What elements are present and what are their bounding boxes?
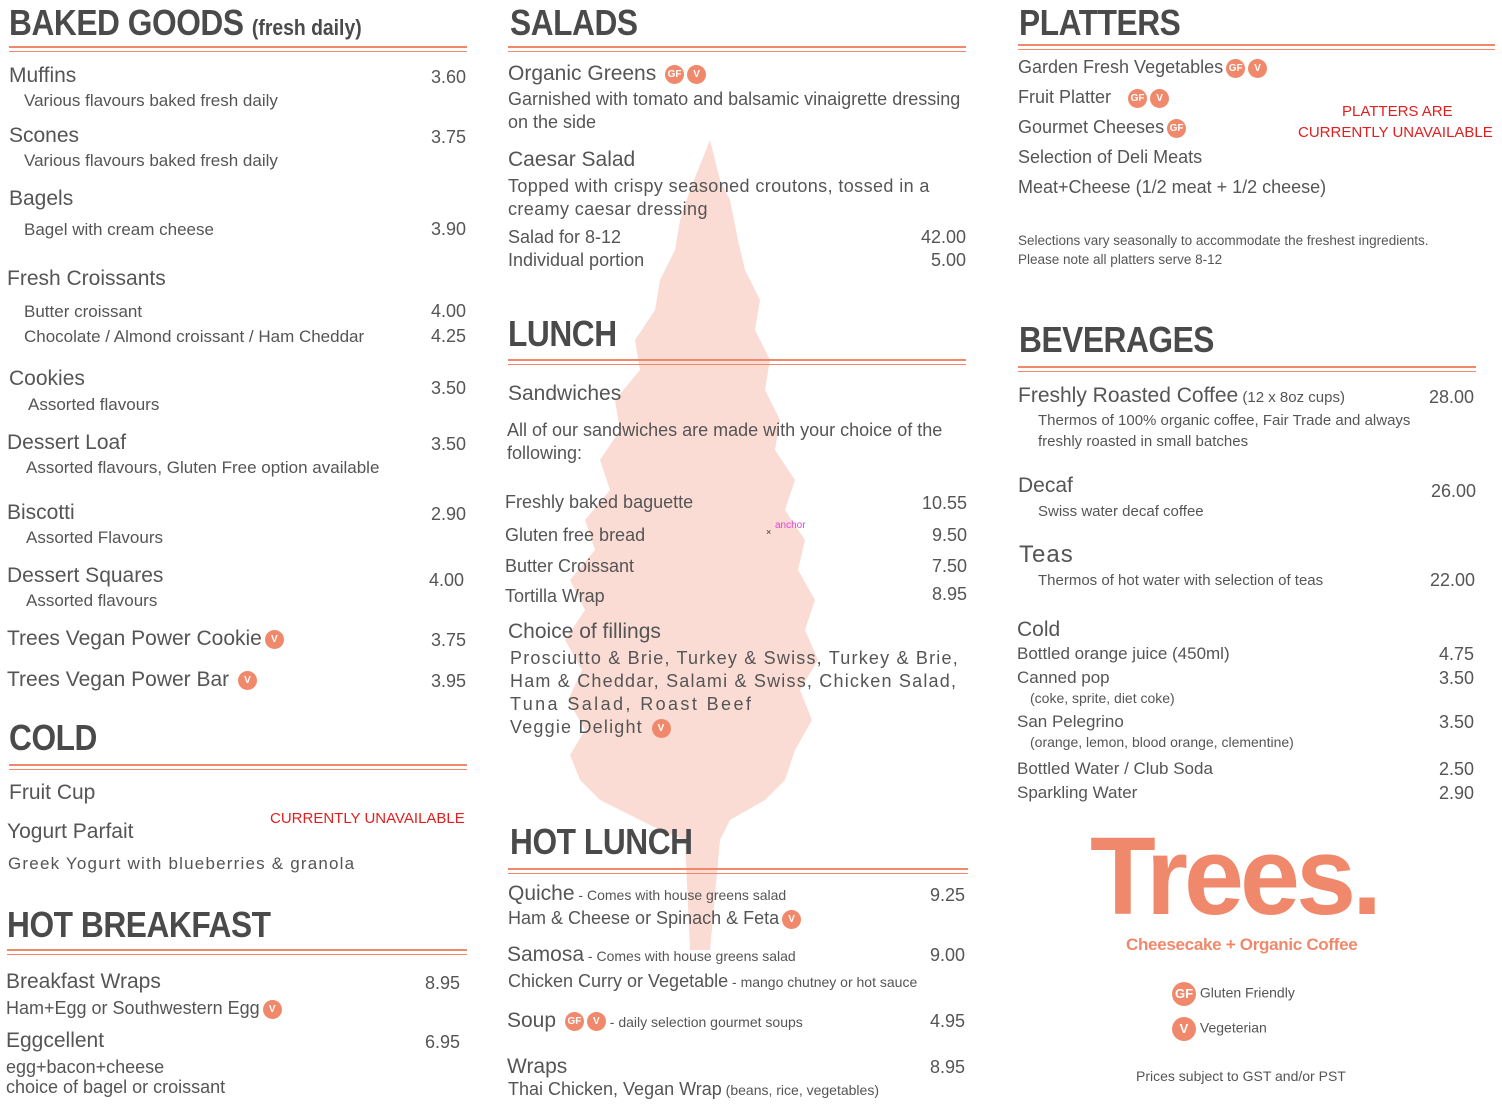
hot-breakfast-heading: HOT BREAKFAST — [7, 904, 271, 945]
gluten-friendly-icon: GF — [565, 1012, 584, 1031]
sparkling-water-price: 2.90 — [1438, 783, 1474, 803]
muffins-price: 3.60 — [430, 67, 466, 87]
gluten-friendly-icon: GF — [1167, 119, 1186, 138]
decaf-item: Decaf — [1018, 474, 1073, 497]
orange-juice-item: Bottled orange juice (450ml) — [1017, 644, 1230, 663]
breakfast-wraps-desc: Ham+Egg or Southwestern Egg V — [6, 998, 282, 1019]
vegetarian-icon: V — [265, 630, 284, 649]
cold-heading: COLD — [9, 717, 97, 758]
teas-price: 22.00 — [1429, 570, 1475, 590]
platters-unavailable-1: PLATTERS ARE — [1342, 103, 1453, 120]
legend-vegetarian: V Vegeterian — [1172, 1017, 1267, 1041]
bagels-desc: Bagel with cream cheese — [24, 220, 214, 239]
butter-croissant: Butter croissant — [24, 302, 143, 321]
eggcellent-desc-2: choice of bagel or croissant — [6, 1077, 226, 1097]
hot-breakfast-rule — [7, 949, 467, 955]
muffins-item: Muffins — [9, 64, 77, 87]
vegetarian-icon: V — [587, 1012, 606, 1031]
wraps-price: 8.95 — [929, 1057, 965, 1077]
cold-unavailable-notice: CURRENTLY UNAVAILABLE — [270, 810, 465, 827]
salad-8-12: Salad for 8-12 — [508, 227, 622, 247]
fillings-line-3: Tuna Salad, Roast Beef — [510, 694, 754, 714]
teas-desc: Thermos of hot water with selection of teas — [1038, 572, 1324, 589]
caesar-desc-2: creamy caesar dressing — [508, 199, 708, 219]
baked-rule — [9, 46, 467, 52]
gluten-free-bread-price: 9.50 — [931, 525, 967, 545]
eggcellent-price: 6.95 — [424, 1032, 460, 1052]
breakfast-wraps-price: 8.95 — [424, 973, 460, 993]
legend-gluten-friendly: GF Gluten Friendly — [1172, 982, 1295, 1006]
croissants-item: Fresh Croissants — [7, 267, 166, 290]
salads-rule — [508, 46, 966, 52]
salads-heading: SALADS — [510, 2, 638, 43]
bottled-water-item: Bottled Water / Club Soda — [1017, 759, 1213, 778]
squares-price: 4.00 — [428, 570, 464, 590]
organic-greens-item: Organic Greens GF V — [508, 62, 706, 86]
greens-desc-2: on the side — [508, 112, 597, 132]
quiche-item: Quiche - Comes with house greens salad — [508, 882, 787, 905]
yogurt-parfait-item: Yogurt Parfait — [7, 820, 134, 843]
individual-portion-price: 5.00 — [930, 250, 966, 270]
vegetarian-icon: V — [238, 671, 257, 690]
teas-item: Teas — [1019, 541, 1074, 568]
coffee-item: Freshly Roasted Coffee (12 x 8oz cups) — [1018, 384, 1345, 407]
meat-cheese-platter: Meat+Cheese (1/2 meat + 1/2 cheese) — [1018, 177, 1327, 197]
platters-unavailable-2: CURRENTLY UNAVAILABLE — [1298, 124, 1493, 141]
trees-logo: Trees. — [1090, 815, 1379, 938]
sandwich-intro-2: following: — [507, 443, 583, 463]
scones-price: 3.75 — [430, 127, 466, 147]
eggcellent-desc-1: egg+bacon+cheese — [6, 1057, 165, 1077]
bagels-price: 3.90 — [430, 219, 466, 239]
fillings-line-1: Prosciutto & Brie, Turkey & Swiss, Turkey & Brie, — [510, 648, 959, 668]
vegan-bar-price: 3.95 — [430, 671, 466, 691]
fruit-platter: Fruit Platter GF V — [1018, 87, 1169, 108]
samosa-item: Samosa - Comes with house greens salad — [507, 943, 796, 966]
platters-heading: PLATTERS — [1019, 2, 1181, 43]
caesar-desc-1: Topped with crispy seasoned croutons, tossed in a — [508, 176, 930, 196]
decaf-desc: Swiss water decaf coffee — [1038, 503, 1204, 520]
gluten-friendly-icon: GF — [1128, 89, 1147, 108]
caesar-salad-item: Caesar Salad — [508, 148, 636, 171]
vegan-cookie-item: Trees Vegan Power Cookie V — [7, 627, 284, 651]
beverages-heading: BEVERAGES — [1019, 319, 1214, 360]
loaf-item: Dessert Loaf — [7, 431, 127, 454]
pelegrino-item: San Pelegrino — [1017, 712, 1124, 731]
vegetarian-icon: V — [263, 1000, 282, 1019]
biscotti-item: Biscotti — [7, 501, 75, 524]
fillings-heading: Choice of fillings — [508, 620, 661, 643]
coffee-desc-1: Thermos of 100% organic coffee, Fair Trade and always — [1038, 412, 1411, 429]
butter-croissant-bread-item: Butter Croissant — [505, 556, 635, 576]
biscotti-price: 2.90 — [430, 504, 466, 524]
baked-goods-heading: BAKED GOODS (fresh daily) — [9, 2, 362, 43]
vegan-cookie-price: 3.75 — [430, 630, 466, 650]
lunch-rule — [508, 359, 966, 365]
sandwiches-item: Sandwiches — [508, 382, 622, 405]
canned-pop-item: Canned pop — [1017, 668, 1110, 687]
orange-juice-price: 4.75 — [1438, 644, 1474, 664]
butter-croissant-price: 4.00 — [430, 301, 466, 321]
beverages-rule — [1018, 366, 1476, 372]
individual-portion: Individual portion — [508, 250, 645, 270]
pelegrino-price: 3.50 — [1438, 712, 1474, 732]
cold-rule — [9, 764, 467, 770]
decaf-price: 26.00 — [1430, 481, 1476, 501]
vegetarian-icon: V — [652, 719, 671, 738]
scones-item: Scones — [9, 124, 80, 147]
vegetarian-icon: V — [687, 65, 706, 84]
brand-tagline: Cheesecake + Organic Coffee — [1126, 935, 1358, 954]
squares-desc: Assorted flavours — [26, 591, 158, 610]
sparkling-water-item: Sparkling Water — [1017, 783, 1138, 802]
fruit-cup-item: Fruit Cup — [9, 781, 96, 804]
cold-drinks-heading: Cold — [1017, 618, 1061, 641]
cookies-desc: Assorted flavours — [28, 395, 160, 414]
hot-lunch-rule — [508, 868, 968, 874]
platters-rule — [1018, 44, 1495, 50]
canned-pop-price: 3.50 — [1438, 668, 1474, 688]
samosa-desc: Chicken Curry or Vegetable - mango chutney or hot sauce — [508, 971, 918, 991]
coffee-desc-2: freshly roasted in small batches — [1038, 433, 1249, 450]
bagels-item: Bagels — [9, 187, 74, 210]
salad-8-12-price: 42.00 — [920, 227, 966, 247]
vegetarian-icon: V — [782, 910, 801, 929]
biscotti-desc: Assorted Flavours — [26, 528, 163, 547]
greens-desc-1: Garnished with tomato and balsamic vinaigrette dressing — [508, 89, 961, 109]
lunch-heading: LUNCH — [508, 313, 617, 354]
cookies-item: Cookies — [9, 367, 85, 390]
quiche-desc: Ham & Cheese or Spinach & Feta V — [508, 908, 801, 929]
gluten-free-bread-item: Gluten free bread — [505, 525, 646, 545]
deli-platter: Selection of Deli Meats — [1018, 147, 1203, 167]
fillings-line-2: Ham & Cheddar, Salami & Swiss, Chicken Salad, — [510, 671, 958, 691]
choc-croissant: Chocolate / Almond croissant / Ham Cheddar — [24, 327, 365, 346]
breakfast-wraps-item: Breakfast Wraps — [6, 970, 161, 993]
anchor-marker: × — [766, 527, 772, 537]
gluten-friendly-icon: GF — [665, 65, 684, 84]
cheese-platter: Gourmet Cheeses GF — [1018, 117, 1186, 138]
quiche-price: 9.25 — [929, 885, 965, 905]
coffee-price: 28.00 — [1428, 387, 1474, 407]
vegetables-platter: Garden Fresh Vegetables GF V — [1018, 57, 1267, 78]
baguette-item: Freshly baked baguette — [505, 492, 694, 512]
greek-yogurt-desc: Greek Yogurt with blueberries & granola — [8, 854, 356, 873]
baguette-price: 10.55 — [921, 493, 967, 513]
soup-item: Soup GF V - daily selection gourmet soups — [507, 1009, 803, 1032]
anchor-label: anchor — [775, 520, 806, 531]
vegan-bar-item: Trees Vegan Power Bar V — [7, 668, 257, 692]
muffins-desc: Various flavours baked fresh daily — [24, 91, 278, 110]
samosa-price: 9.00 — [929, 945, 965, 965]
squares-item: Dessert Squares — [7, 564, 164, 587]
soup-price: 4.95 — [929, 1011, 965, 1031]
choc-croissant-price: 4.25 — [430, 326, 466, 346]
hot-lunch-heading: HOT LUNCH — [510, 821, 693, 862]
platters-note-2: Please note all platters serve 8-12 — [1018, 252, 1223, 267]
pelegrino-desc: (orange, lemon, blood orange, clementine) — [1030, 734, 1294, 750]
canned-pop-desc: (coke, sprite, diet coke) — [1030, 690, 1175, 706]
eggcellent-item: Eggcellent — [6, 1029, 105, 1052]
tortilla-wrap-item: Tortilla Wrap — [505, 586, 605, 606]
butter-croissant-bread-price: 7.50 — [931, 556, 967, 576]
vegetarian-icon: V — [1172, 1017, 1196, 1041]
vegetarian-icon: V — [1248, 59, 1267, 78]
sandwich-intro-1: All of our sandwiches are made with your choice of the — [507, 420, 943, 440]
gluten-friendly-icon: GF — [1172, 982, 1196, 1006]
cookies-price: 3.50 — [430, 378, 466, 398]
tax-note: Prices subject to GST and/or PST — [1136, 1068, 1346, 1084]
fillings-line-4: Veggie Delight V — [510, 717, 671, 738]
scones-desc: Various flavours baked fresh daily — [24, 151, 278, 170]
bottled-water-price: 2.50 — [1438, 759, 1474, 779]
wraps-desc: Thai Chicken, Vegan Wrap (beans, rice, vegetables) — [508, 1079, 879, 1099]
tortilla-wrap-price: 8.95 — [931, 584, 967, 604]
gluten-friendly-icon: GF — [1226, 59, 1245, 78]
vegetarian-icon: V — [1150, 89, 1169, 108]
platters-note-1: Selections vary seasonally to accommodate the freshest ingredients. — [1018, 233, 1429, 248]
wraps-item: Wraps — [507, 1055, 568, 1078]
loaf-desc: Assorted flavours, Gluten Free option available — [26, 458, 380, 477]
loaf-price: 3.50 — [430, 434, 466, 454]
